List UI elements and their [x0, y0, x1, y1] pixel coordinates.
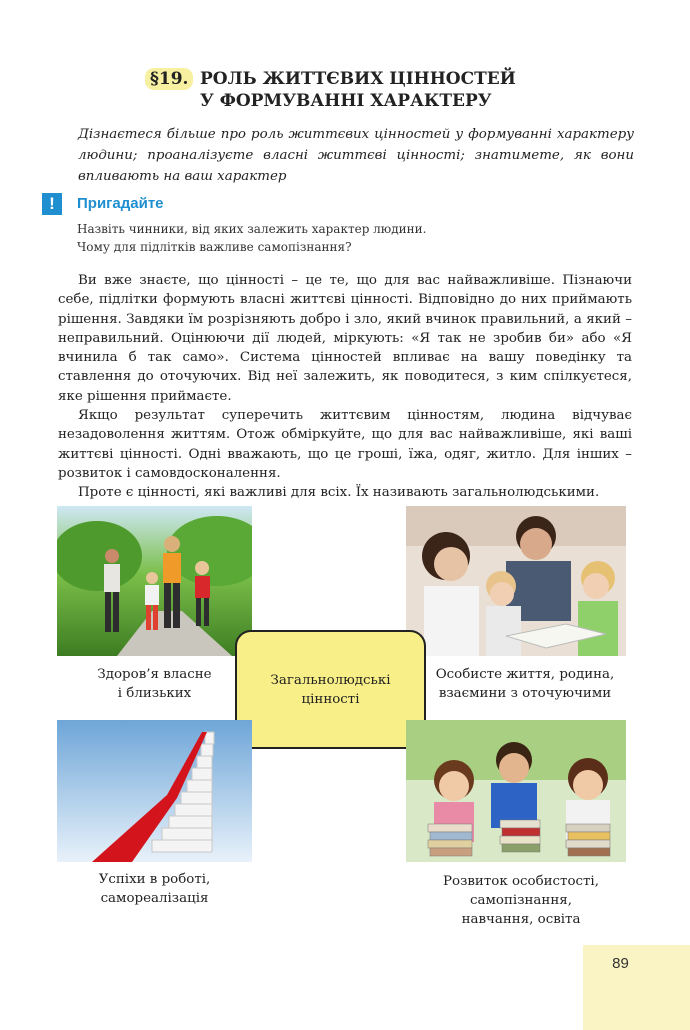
page-number: 89	[612, 955, 629, 972]
photo-staircase	[57, 720, 252, 862]
caption-family-line-2: взаємини з оточуючими	[438, 686, 612, 701]
caption-health-line-2: і близьких	[117, 686, 192, 701]
caption-health-line-1: Здоров’я власне	[97, 667, 212, 682]
body-paragraph-3: Проте є цінності, які важливі для всіх. Їх називають загальнолюдськими.	[78, 485, 600, 501]
intro-text: Дізнаєтеся більше про роль життєвих цінностей у формуванні характеру людини; проаналізуєте власні життєві цінності; знатимете, як вони впливають на ваш характер	[78, 127, 634, 184]
recall-question-1: Назвіть чинники, від яких залежить характер людини.	[77, 222, 427, 236]
caption-family	[416, 665, 634, 703]
caption-work-line-1: Успіхи в роботі,	[98, 872, 211, 887]
photo-family-reading	[406, 506, 626, 656]
photo-kids-books	[406, 720, 626, 862]
exclamation-icon: !	[42, 193, 62, 215]
paragraph-number: §19.	[145, 68, 193, 90]
caption-family-line-1: Особисте життя, родина,	[435, 667, 615, 682]
caption-growth	[416, 872, 626, 929]
caption-growth-line-3: навчання, освіта	[461, 912, 581, 927]
caption-growth-line-1: Розвиток особистості,	[443, 874, 599, 889]
body-paragraph-1: Ви вже знаєте, що цінності – це те, що для вас найважливіше. Пізнаючи себе, підлітки формують власні життєві цінності. Відповідно до них приймають рішення. Завдяки їм розрізняють добро і зло, який вчинок правильний, а який – неправильний. Оцінюючи дії людей, міркують: «Я так не зробив би» або «Я вчинила б так само». Система цінностей впливає на вашу поведінку та ставлення до оточуючих. Від неї залежить, як поводитеся, з ким спілкуєтеся, яке рішення приймаєте.	[58, 273, 632, 404]
recall-question-2: Чому для підлітків важливе самопізнання?	[77, 240, 352, 254]
caption-work	[57, 870, 252, 908]
title-line-1: РОЛЬ ЖИТТЄВИХ ЦІННОСТЕЙ	[200, 69, 516, 89]
caption-growth-line-2: самопізнання,	[470, 893, 572, 908]
caption-health	[57, 665, 252, 703]
page-title	[200, 68, 516, 112]
recall-heading: Пригадайте	[77, 195, 164, 212]
title-line-2: У ФОРМУВАННІ ХАРАКТЕРУ	[200, 91, 492, 111]
body-text	[58, 271, 632, 503]
caption-work-line-2: самореалізація	[100, 891, 209, 906]
photo-family-running	[57, 506, 252, 656]
core-values-line-2: цінності	[301, 691, 360, 707]
core-values-line-1: Загальнолюдські	[270, 672, 391, 688]
body-paragraph-2: Якщо результат суперечить життєвим цінностям, людина відчуває незадоволення життям. Отож обміркуйте, що для вас найважливіше, які ваші життєві цінності. Одні вважають, що це гроші, їжа, одяг, житло. Для інших – розвиток і самовдосконалення.	[58, 408, 632, 481]
core-values-box	[235, 630, 426, 749]
